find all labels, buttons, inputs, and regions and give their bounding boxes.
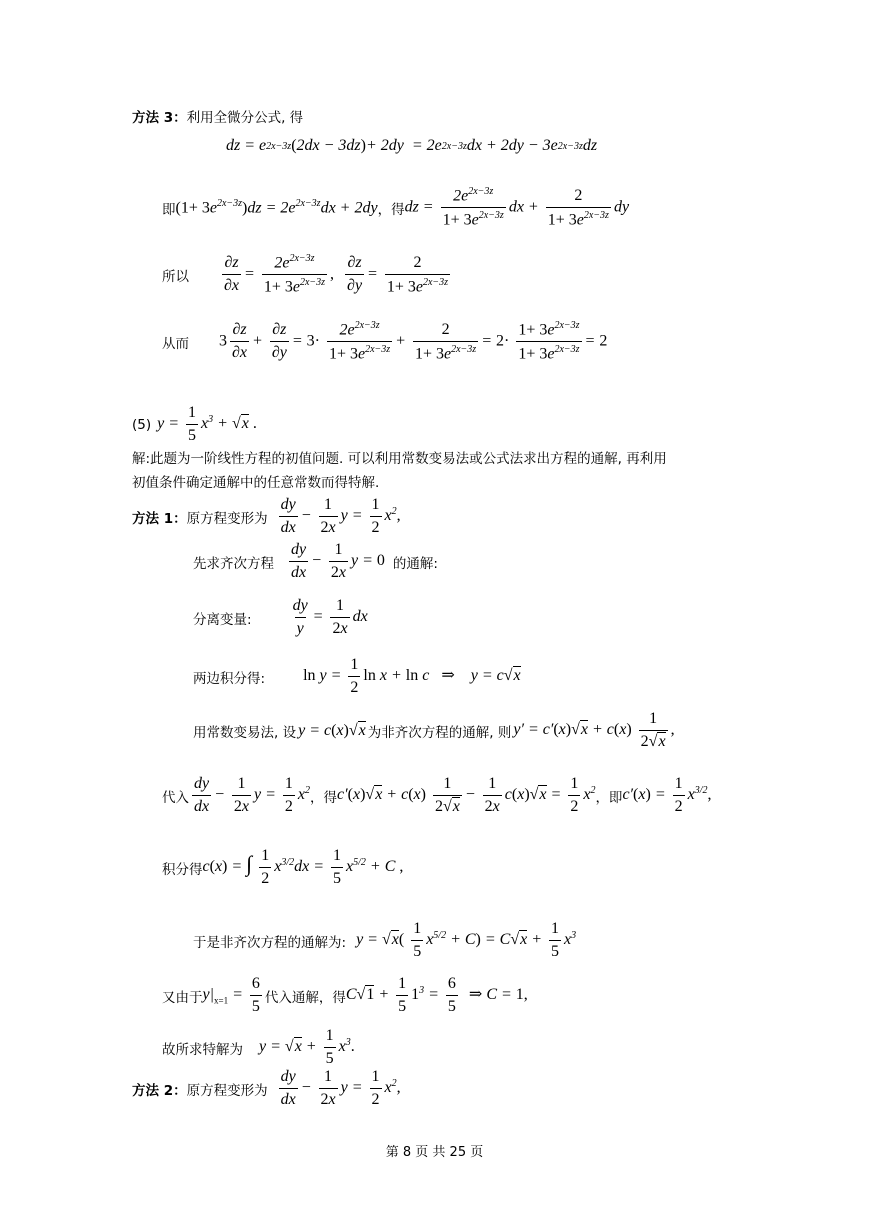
method2-equation: $\frac{dy}{dx}$ − $\frac{1}{2x}$ y = $\frac{1}{2}$ $x^2$, — [280, 1068, 401, 1108]
page-number: 第 8 页 共 25 页 — [385, 1145, 484, 1160]
method1-step4: 用常数变易法, 设 y = c(x)√x 为非齐次方程的通解, 则 y′ = c′(x)√x + c(x) $\frac{1}{2√x}$ , — [193, 710, 675, 750]
partial-derivatives: $\frac{\partial z}{\partial x}$ = $\frac{2e^{2x-3z}}{1+ 3e^{2x-3z}}$ , $\frac{\partial z}{\partial y}$ = $\frac{2}{1+ 3e^{2x-3z}}$ — [224, 253, 449, 296]
method3-line3: 所以 $\frac{\partial z}{\partial x}$ = $\frac{2e^{2x-3z}}{1+ 3e^{2x-3z}}$ , $\frac{\partial z}{\partial y}$ = $\frac{2}{1+ 3e^{2x-3z}}$ — [162, 253, 453, 297]
solution-line2: 初值条件确定通解中的任意常数而得特解. — [132, 475, 380, 491]
method1-step2: 分离变量: $\frac{dy}{y}$ = $\frac{1}{2x}$ dx — [193, 597, 368, 637]
method2-heading: 方法 2： 原方程变形为 $\frac{dy}{dx}$ − $\frac{1}{2x}$ y = $\frac{1}{2}$ $x^2$, — [132, 1068, 401, 1108]
method1-step1: 先求齐次方程 $\frac{dy}{dx}$ − $\frac{1}{2x}$ y = 0 的通解: — [193, 541, 438, 581]
method3-label: 方法 3： — [132, 110, 187, 126]
ji-equation: $(1+ 3e^{2x-3z})dz = 2e^{2x-3z}dx + 2dy$ — [175, 198, 378, 217]
method3-intro: 利用全微分公式, 得 — [186, 110, 304, 126]
method3-line4: 从而 3 $\frac{\partial z}{\partial x}$ + $\frac{\partial z}{\partial y}$ = 3· $\frac{2e^{2x-3z}}{1+ 3e^{2x-3z}}$ + $\frac{2}{1+ 3e^{2x-3z}}$ = 2· $\frac{1+ 3e^{2x-3z}}{1+ 3e^{2x-3z}}$ = 2 — [162, 320, 608, 363]
method3-line1: dz = e 2x−3z ( 2dx − 3dz ) + 2dy = 2e 2x−3z dx + 2dy − 3e 2x−3z dz — [226, 137, 598, 154]
method3-heading — [132, 106, 303, 126]
method1-step9: 故所求特解为 y = √x + $\frac{1}{5}$ $x^3$. — [162, 1027, 355, 1067]
result-equation: 3 $\frac{\partial z}{\partial x}$ + $\frac{\partial z}{\partial y}$ = 3· $\frac{2e^{2x-3z}}{1+ 3e^{2x-3z}}$ + $\frac{2}{1+ 3e^{2x-3z}}$ = 2· $\frac{1+ 3e^{2x-3z}}{1+ 3e^{2x-3z}}$ = 2 — [219, 320, 608, 363]
method1-step8: 又由于 $y|_{x=1}$ = $\frac{6}{5}$ 代入通解，得 C√1 + $\frac{1}{5}$ $1^3$ = $\frac{6}{5}$ ⇒ C = 1, — [162, 975, 528, 1015]
method1-equation: $\frac{dy}{dx}$ − $\frac{1}{2x}$ y = $\frac{1}{2}$ $x^2$, — [280, 496, 401, 536]
method1-step6: 积分得 c(x) = ∫ $\frac{1}{2}$ $x^{3/2}dx$ = $\frac{1}{5}$ $x^{5/2} + C$ , — [162, 847, 404, 887]
dz-equation: dz = $\frac{2e^{2x-3z}}{1+ 3e^{2x-3z}}$ dx + $\frac{2}{1+ 3e^{2x-3z}}$ dy — [404, 186, 630, 229]
solution-line1: 解:此题为一阶线性方程的初值问题. 可以利用常数变易法或公式法求出方程的通解, 再利用 — [132, 451, 667, 467]
method1-step5: 代入 $\frac{dy}{dx}$ − $\frac{1}{2x}$ y = $\frac{1}{2}$ $x^2$ ，得 c′(x)√x + c(x) $\frac{1}{2√x}$ − $\frac{1}{2x}$ c(x)√x = $\frac{1}{2}$ $x^2$ ，即 c′(x) = $\frac{1}{2}$ $x^{3/2}$, — [162, 775, 712, 815]
method1-step7: 于是非齐次方程的通解为: y = √x( $\frac{1}{5}$ $x^{5/2} + C) = C√x$ + $\frac{1}{5}$ $x^3$ — [193, 920, 577, 960]
problem5: (5) y = $\frac{1}{5}$ $x^3 + √x$ . — [132, 404, 257, 444]
method1-heading: 方法 1： 原方程变形为 $\frac{dy}{dx}$ − $\frac{1}{2x}$ y = $\frac{1}{2}$ $x^2$, — [132, 496, 401, 536]
method1-step3: 两边积分得: ln y = $\frac{1}{2}$ ln x + ln c ⇒ y = c√x — [193, 656, 521, 696]
method3-line2: 即 $(1+ 3e^{2x-3z})dz = 2e^{2x-3z}dx + 2dy$ ，得 dz = $\frac{2e^{2x-3z}}{1+ 3e^{2x-3z}}$ dx + $\frac{2}{1+ 3e^{2x-3z}}$ dy — [162, 186, 630, 229]
problem5-equation: y = $\frac{1}{5}$ $x^3 + √x$ . — [157, 404, 257, 444]
